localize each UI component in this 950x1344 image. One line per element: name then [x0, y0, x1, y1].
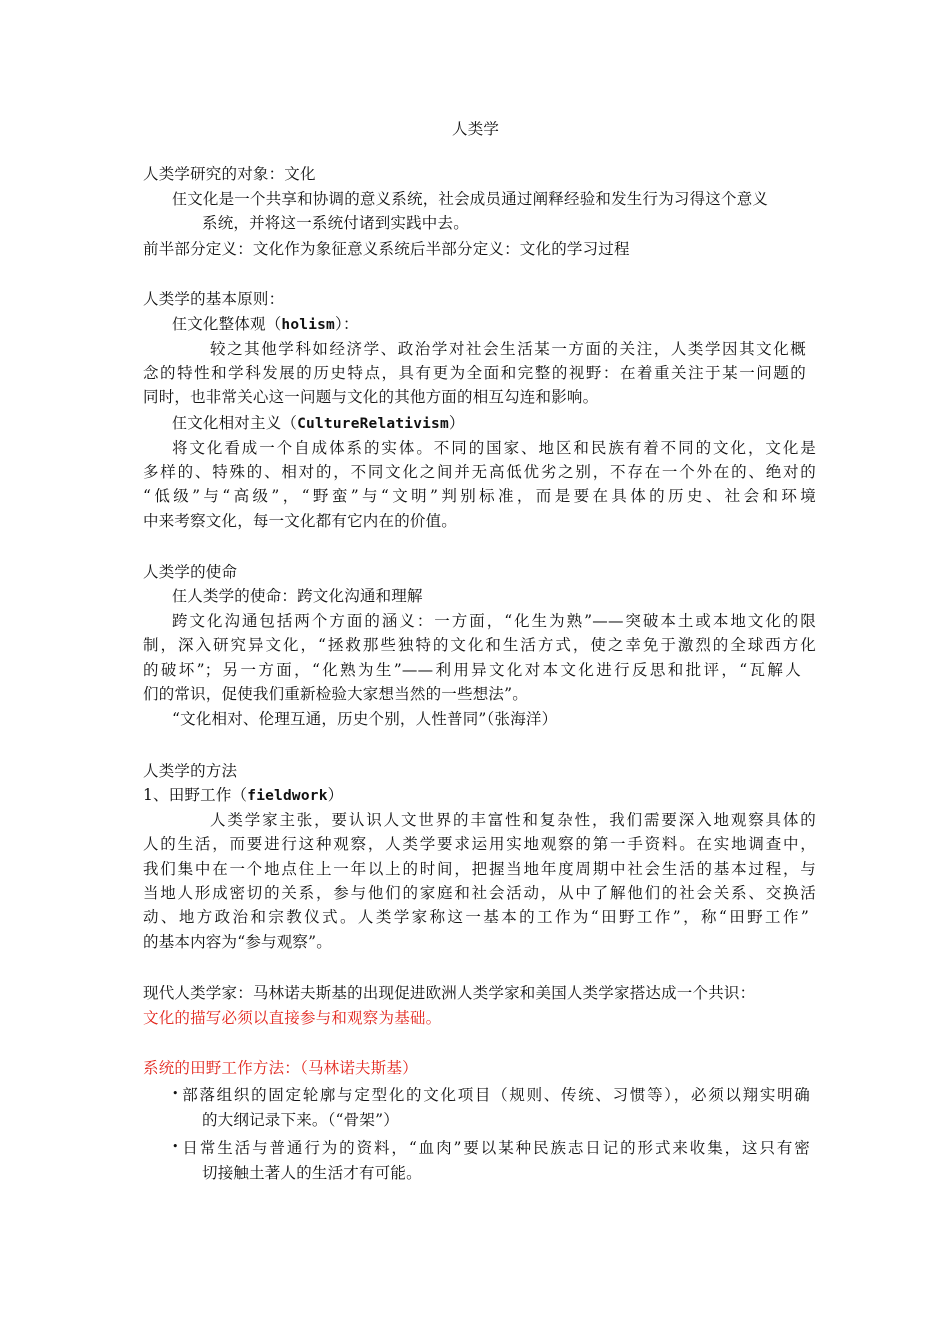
- fieldwork-text-line: 人类学家主张，要认识人文世界的丰富性和复杂性，我们需要深入地观察具体的: [210, 811, 816, 829]
- bullet-icon: •: [172, 1087, 179, 1100]
- section-heading-principles: 人类学的基本原则：: [143, 290, 285, 308]
- list-marker-icon: 仼: [172, 414, 188, 432]
- mission-text-line: 的破坏”；另一方面，“化熟为生”——利用异文化对本文化进行反思和批评，“瓦解人: [143, 661, 801, 679]
- mission-text-line: 制，深入研究异文化，“拯救那些独特的文化和生活方式，使之幸免于激烈的全球西方化: [143, 636, 816, 654]
- definition-line-1: 仼文化是一个共享和协调的意义系统，社会成员通过阐释经验和发生行为习得这个意义: [172, 190, 769, 208]
- fieldwork-text-line: 人的生活，而要进行这种观察，人类学要求运用实地观察的第一手资料。在实地调查中，: [143, 835, 816, 853]
- fieldwork-text-line: 我们集中在一个地点住上一年以上的时间，把握当地年度周期中社会生活的基本过程，与: [143, 860, 816, 878]
- holism-text-line: 念的特性和学科发展的历史特点，具有更为全面和完整的视野：在着重关注于某一问题的: [143, 364, 806, 382]
- relativism-text-line: 多样的、特殊的、相对的，不同文化之间并无高低优劣之别，不存在一个外在的、绝对的: [143, 463, 816, 481]
- list-marker-icon: 仼: [172, 315, 188, 333]
- fieldwork-text-line: 动、地方政治和宗教仪式。人类学家称这一基本的工作为“田野工作”，称“田野工作”: [143, 908, 809, 926]
- fieldwork-heading: 1、田野工作（fieldwork）: [143, 786, 344, 804]
- modern-anthropologist-line: 现代人类学家：马林诺夫斯基的出现促进欧洲人类学家和美国人类学家搭达成一个共识：: [143, 984, 756, 1002]
- modern-anthropologist-highlight: 文化的描写必须以直接参与和观察为基础。: [143, 1009, 442, 1027]
- bullet-item-2-line-1: • 日常生活与普通行为的资料，“血肉”要以某种民族志日记的形式来收集，这只有密: [172, 1139, 810, 1157]
- section-heading-system-method: 系统的田野工作方法：（马林诺夫斯基）: [143, 1059, 418, 1077]
- holism-text-line: 同时，也非常关心这一问题与文化的其他方面的相互勾连和影响。: [143, 388, 599, 406]
- mission-text-line: 们的常识，促使我们重新检验大家想当然的一些想法”。: [143, 685, 528, 703]
- bullet-item-2-line-2: 切接触土著人的生活才有可能。: [202, 1164, 422, 1182]
- relativism-text-line: 中来考察文化，每一文化都有它内在的价值。: [143, 512, 458, 530]
- relativism-text-line: “低级”与“高级”，“野蛮”与“文明”判别标准，而是要在具体的历史、社会和环境: [143, 487, 816, 505]
- fieldwork-text-line: 当地人形成密切的关系，参与他们的家庭和社会活动，从中了解他们的社会关系、交换活: [143, 884, 816, 902]
- mission-quote: “文化相对、伦理互通，历史个别，人性普同”（张海洋）: [172, 710, 558, 728]
- holism-text-line: 较之其他学科如经济学、政治学对社会生活某一方面的关注，人类学因其文化概: [210, 340, 806, 358]
- section-heading-mission: 人类学的使命: [143, 563, 238, 581]
- definition-note: 前半部分定义：文化作为象征意义系统后半部分定义：文化的学习过程: [143, 240, 630, 258]
- bullet-item-1-line-2: 的大纲记录下来。（“骨架”）: [202, 1111, 399, 1129]
- fieldwork-text-line: 的基本内容为“参与观察”。: [143, 933, 332, 951]
- bullet-item-1-line-1: • 部落组织的固定轮廓与定型化的文化项目（规则、传统、习惯等），必须以翔实明确: [172, 1086, 810, 1104]
- relativism-text-line: 将文化看成一个自成体系的实体。不同的国家、地区和民族有着不同的文化，文化是: [172, 439, 816, 457]
- section-heading-method: 人类学的方法: [143, 762, 238, 780]
- bullet-icon: •: [172, 1140, 179, 1153]
- mission-heading: 仼人类学的使命：跨文化沟通和理解: [172, 587, 423, 605]
- page-title: 人类学: [452, 120, 500, 138]
- mission-text-line: 跨文化沟通包括两个方面的涵义：一方面，“化生为熟”——突破本土或本地文化的限: [172, 612, 816, 630]
- list-marker-icon: 仼: [172, 190, 188, 208]
- relativism-heading: 仼文化相对主义（CultureRelativism）: [172, 414, 465, 432]
- definition-line-2: 系统，并将这一系统付诸到实践中去。: [202, 214, 469, 232]
- holism-heading: 仼文化整体观（holism）：: [172, 315, 359, 333]
- section-heading-object: 人类学研究的对象：文化: [143, 165, 316, 183]
- list-marker-icon: 仼: [172, 587, 188, 605]
